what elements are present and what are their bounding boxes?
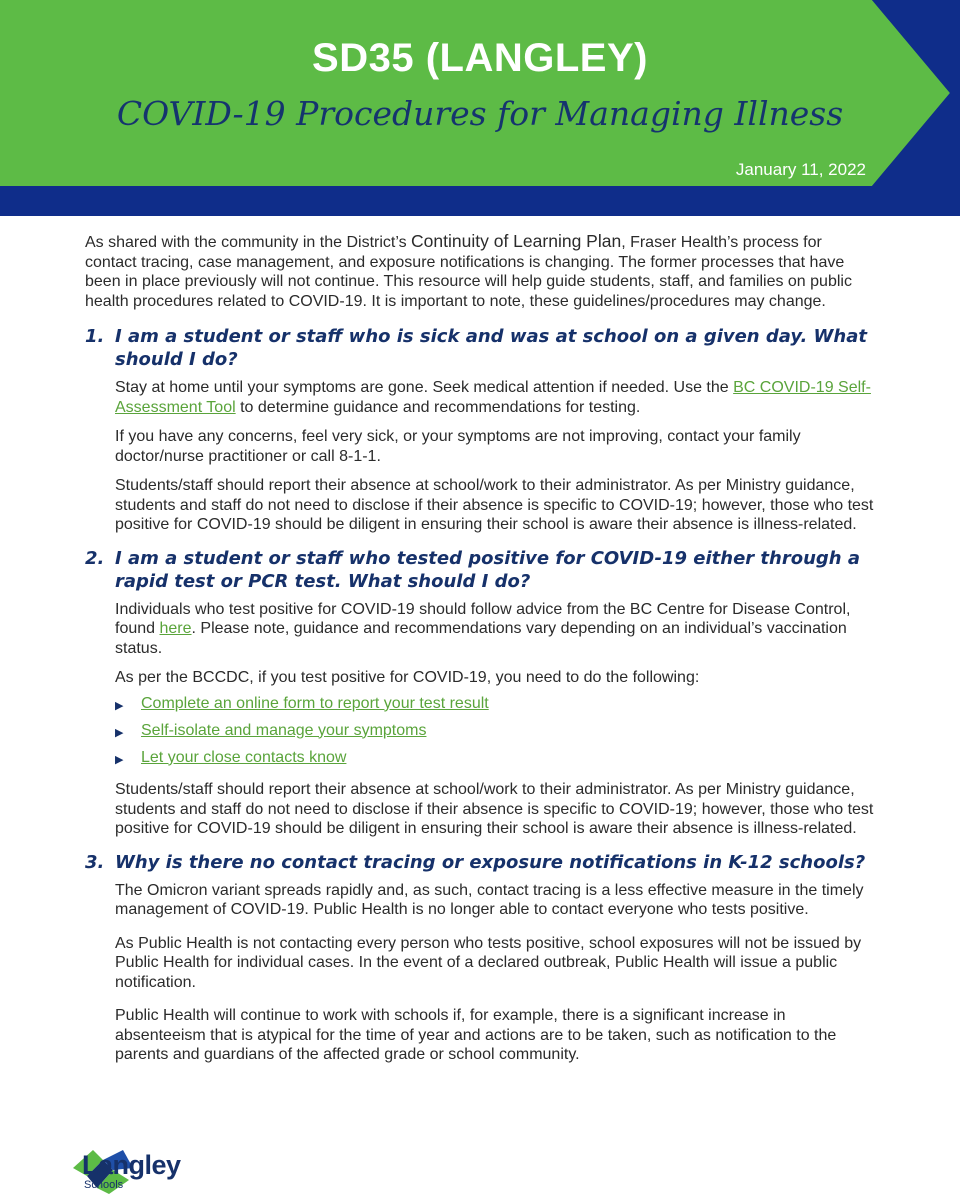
section-3-paragraph-2: As Public Health is not contacting every person who tests positive, school exposures will not be issued by Public Health for individual cases. In the event of a declared outbreak, Public Health will issue a public notification. [115,934,862,991]
section-number: 2. [85,547,105,569]
intro-text-before: As shared with the community in the District’s [85,234,412,251]
section-1-paragraph-3: Students/staff should report their absence at school/work to their administrator. As per Ministry guidance, students and staff do not need to disclose if their absence is specific to COVID-19; however, those who test positive for COVID-19 should be diligent in ensuring their school is aware their absence is illness-related. [115,477,874,533]
list-item [115,694,875,717]
logo-subtitle: Schools [84,1179,124,1191]
document-body [85,232,875,1077]
section-number: 1. [85,326,105,347]
intro-text-after: , Fraser Health’s process for contact tracing, case management, and exposure notifications is changing. The former processes that have been in place previously will not continue. This resource will help guide students, staff, and families on public health procedures related to COVID-19. It is important to note, these guidelines/procedures may change. [85,234,852,310]
paragraph-text: to determine guidance and recommendations for testing. [235,398,641,416]
section-number: 3. [85,851,105,873]
section-2 [85,547,875,839]
section-3-paragraph-3: Public Health will continue to work with schools if, for example, there is a significant increase in absenteeism that is atypical for the time of year and actions are to be taken, such as notification to the parents and guardians of the affected grade or school community. [115,1007,837,1063]
paragraph-text: . Please note, guidance and recommendations vary depending on an individual’s vaccination status. [115,620,847,657]
section-1-paragraph-1 [115,378,875,417]
paragraph-text: Individuals who test positive for COVID-19 should follow advice from the BC Centre for Disease Control, found [115,600,851,637]
report-test-result-link[interactable]: Complete an online form to report your test result [141,694,489,712]
header-banner [0,0,960,220]
section-2-heading [85,547,875,593]
section-heading-text: Why is there no contact tracing or exposure notifications in K-12 schools? [115,851,866,873]
section-2-paragraph-2: As per the BCCDC, if you test positive for COVID-19, you need to do the following: [115,669,700,686]
close-contacts-link[interactable]: Let your close contacts know [141,748,347,766]
section-2-paragraph-3: Students/staff should report their absence at school/work to their administrator. As per Ministry guidance, students and staff do not need to disclose if their absence is specific to COVID-19; however, those who test positive for COVID-19 should be diligent in ensuring their school is aware their absence is illness-related. [115,781,874,837]
section-2-paragraph-1 [115,600,875,659]
intro-highlight: Continuity of Learning Plan [411,231,622,251]
triangle-bullet-icon: ▶ [115,699,124,712]
paragraph-text: Stay at home until your symptoms are gone. Seek medical attention if needed. Use the [115,379,734,396]
document-date: January 11, 2022 [735,160,866,179]
self-assessment-tool-link[interactable]: BC COVID-19 Self-Assessment Tool [115,379,871,416]
section-1-heading [85,325,875,371]
page-title: SD35 (LANGLEY) [312,36,648,80]
triangle-bullet-icon: ▶ [115,753,124,766]
bccdc-steps-list [115,694,875,771]
logo-name: Langley [82,1150,181,1180]
list-item [115,721,875,744]
triangle-bullet-icon: ▶ [115,726,124,739]
section-3 [85,851,875,1065]
section-heading-text: I am a student or staff who is sick and was at school on a given day. What should I do? [115,326,867,370]
section-1 [85,325,875,535]
page-subtitle: COVID-19 Procedures for Managing Illness [116,94,844,133]
section-1-paragraph-2: If you have any concerns, feel very sick, or your symptoms are not improving, contact your family doctor/nurse practitioner or call 8-1-1. [115,428,801,465]
list-item [115,748,875,771]
section-3-paragraph-1: The Omicron variant spreads rapidly and, as such, contact tracing is a less effective measure in the timely management of COVID-19. Public Health is no longer able to contact everyone who tests positive. [115,881,864,918]
section-3-heading [85,851,875,874]
intro-paragraph [85,232,875,311]
section-heading-text: I am a student or staff who tested positive for COVID-19 either through a rapid test or PCR test. What should I do? [115,547,861,592]
bccdc-here-link[interactable]: here [159,620,192,637]
self-isolate-link[interactable]: Self-isolate and manage your symptoms [141,721,427,739]
